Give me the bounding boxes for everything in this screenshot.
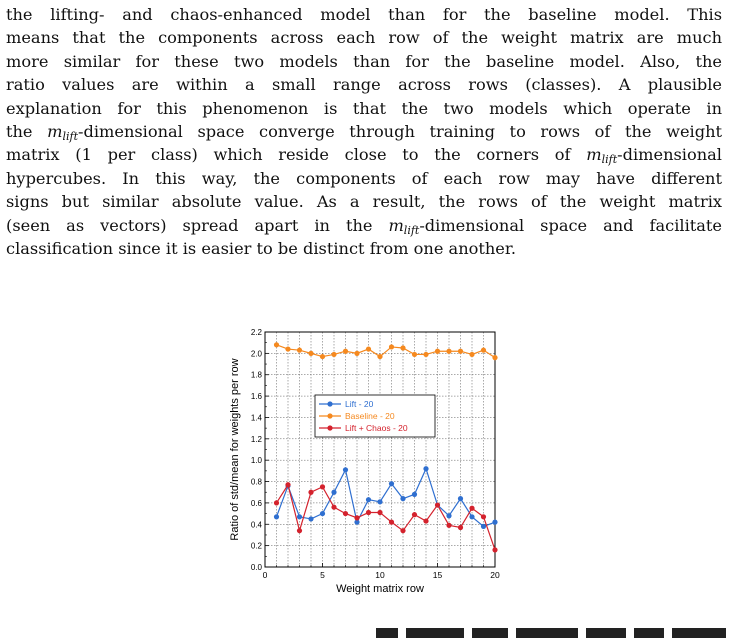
data-point	[377, 510, 382, 515]
x-tick-label: 0	[262, 570, 268, 580]
data-point	[377, 499, 382, 504]
data-point	[331, 505, 336, 510]
y-tick-label: 1.0	[250, 456, 262, 466]
data-point	[274, 342, 279, 347]
data-point	[320, 511, 325, 516]
data-point	[366, 346, 371, 351]
data-point	[354, 351, 359, 356]
data-point	[412, 512, 417, 517]
data-point	[446, 513, 451, 518]
data-point	[320, 354, 325, 359]
data-point	[389, 520, 394, 525]
y-axis-label: Ratio of std/mean for weights per row	[229, 358, 241, 541]
data-point	[492, 355, 497, 360]
data-point	[446, 349, 451, 354]
data-point	[492, 520, 497, 525]
data-point	[354, 515, 359, 520]
y-tick-label: 2.0	[250, 349, 262, 359]
paragraph-line: the $m_{lift}$-dimensional space converge through training to rows of the weight	[6, 122, 723, 144]
cropped-text-line	[372, 612, 730, 638]
y-tick-label: 0.4	[250, 520, 262, 530]
y-tick-label: 0.8	[250, 477, 262, 487]
series-2	[274, 342, 498, 360]
y-tick-label: 1.4	[250, 413, 262, 423]
data-point	[377, 354, 382, 359]
math-m-lift: $m_{lift}$	[47, 122, 79, 144]
data-point	[435, 349, 440, 354]
data-point	[343, 467, 348, 472]
paragraph-line: means that the components across each row of the weight matrix are much	[6, 28, 722, 48]
legend-entry-label: Baseline - 20	[345, 411, 395, 421]
y-tick-label: 0.0	[250, 563, 262, 572]
data-point	[297, 514, 302, 519]
legend-entry-label: Lift - 20	[345, 399, 374, 409]
data-point	[308, 516, 313, 521]
data-point	[331, 490, 336, 495]
paragraph-line: signs but similar absolute value. As a result, the rows of the weight matrix	[6, 192, 722, 212]
paragraph-line: ratio values are within a small range across rows (classes). A plausible	[6, 75, 722, 95]
series-1	[274, 466, 498, 529]
data-point	[400, 496, 405, 501]
x-axis-label: Weight matrix row	[336, 583, 424, 595]
x-tick-label: 15	[432, 570, 443, 580]
data-point	[343, 511, 348, 516]
data-point	[389, 481, 394, 486]
math-m-lift: $m_{lift}$	[586, 145, 618, 167]
data-point	[285, 346, 290, 351]
body-paragraph	[6, 3, 722, 260]
data-point	[492, 547, 497, 552]
data-point	[481, 348, 486, 353]
x-tick-label: 5	[320, 570, 325, 580]
data-point	[423, 352, 428, 357]
legend-swatch-marker	[327, 425, 332, 430]
next-paragraph-fragment	[372, 612, 730, 638]
data-point	[412, 352, 417, 357]
data-point	[331, 352, 336, 357]
data-point	[320, 484, 325, 489]
data-point	[285, 482, 290, 487]
paragraph-line: more similar for these two models than for the baseline model. Also, the	[6, 51, 722, 71]
y-tick-label: 1.6	[250, 392, 262, 402]
data-point	[297, 528, 302, 533]
legend-entry-label: Lift + Chaos - 20	[345, 423, 408, 433]
data-point	[469, 352, 474, 357]
data-point	[343, 349, 348, 354]
data-point	[274, 514, 279, 519]
data-point	[481, 514, 486, 519]
paragraph-line: hypercubes. In this way, the components of each row may have different	[6, 168, 722, 188]
paragraph-line: matrix (1 per class) which reside close to the corners of $m_{lift}$-dimensional	[6, 145, 722, 167]
data-point	[400, 528, 405, 533]
data-point	[458, 496, 463, 501]
data-point	[469, 506, 474, 511]
data-point	[458, 525, 463, 530]
data-point	[412, 492, 417, 497]
legend-swatch-marker	[327, 413, 332, 418]
data-point	[308, 351, 313, 356]
paragraph-line: explanation for this phenomenon is that the two models which operate in	[6, 98, 722, 118]
y-tick-label: 1.8	[250, 370, 262, 380]
data-point	[446, 523, 451, 528]
y-tick-label: 1.2	[250, 434, 262, 444]
x-tick-label: 10	[375, 570, 385, 580]
data-point	[481, 524, 486, 529]
data-point	[274, 500, 279, 505]
data-point	[435, 502, 440, 507]
y-tick-label: 0.6	[250, 498, 262, 508]
data-point	[366, 510, 371, 515]
y-tick-label: 0.2	[250, 541, 262, 551]
data-point	[308, 490, 313, 495]
data-point	[297, 348, 302, 353]
data-point	[469, 514, 474, 519]
data-point	[389, 344, 394, 349]
y-tick-label: 2.2	[250, 328, 262, 337]
chart-legend	[315, 395, 435, 437]
x-tick-label: 20	[490, 570, 500, 580]
data-point	[423, 518, 428, 523]
math-m-lift: $m_{lift}$	[388, 215, 420, 237]
data-point	[423, 466, 428, 471]
data-point	[366, 497, 371, 502]
series-layer	[274, 342, 498, 552]
paragraph-line: classification since it is easier to be distinct from one another.	[6, 239, 516, 259]
ratio-line-chart	[226, 326, 506, 612]
paragraph-line: the lifting- and chaos-enhanced model than for the baseline model. This	[6, 5, 722, 24]
paragraph-line: (seen as vectors) spread apart in the $m_{lift}$-dimensional space and facilitate	[6, 215, 722, 237]
legend-swatch-marker	[327, 401, 332, 406]
data-point	[400, 345, 405, 350]
data-point	[458, 349, 463, 354]
